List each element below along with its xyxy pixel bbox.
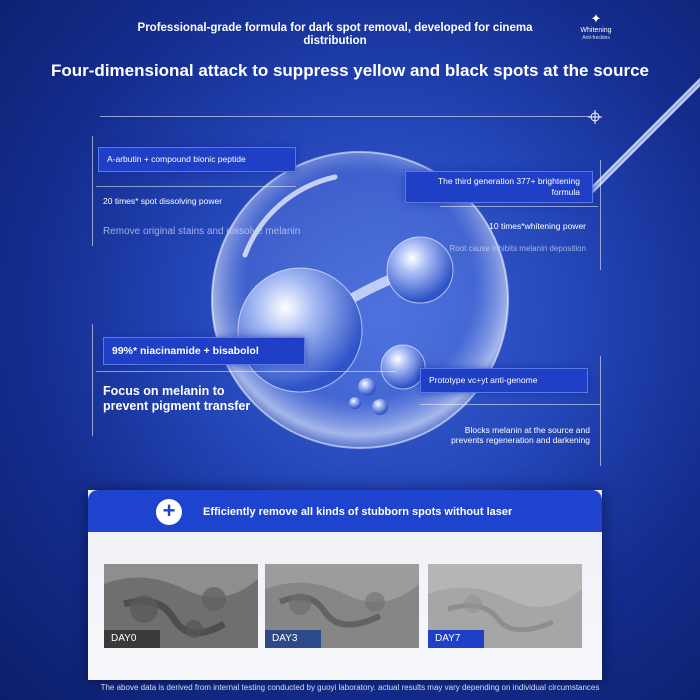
day-label: DAY3 — [265, 630, 321, 648]
page-headline: Four-dimensional attack to suppress yellow and black spots at the source — [51, 61, 649, 80]
prototype-desc: Blocks melanin at the source and prevents regeneration and darkening — [451, 425, 590, 445]
brand-name: Whitening — [580, 27, 612, 34]
brand-tagline: Anti-freckles — [582, 35, 610, 41]
prototype-line — [600, 356, 601, 466]
gen377-faint-text: Root cause inhibits melanin deposition — [449, 244, 586, 253]
niacinamide-tag: 99%* niacinamide + bisabolol — [103, 337, 305, 365]
prototype-tag: Prototype vc+yt anti-genome — [420, 368, 588, 393]
gen377-underline — [440, 206, 598, 207]
day7-skin-image — [428, 564, 582, 648]
day3-skin-image — [265, 564, 419, 648]
plus-circle-icon: + — [156, 499, 182, 525]
results-panel-title: Efficiently remove all kinds of stubborn spots without laser — [203, 506, 513, 518]
day-label: DAY7 — [428, 630, 484, 648]
disclaimer-text: The above data is derived from internal testing conducted by guoyi laboratory. actual results may vary depending on individual circumstances — [100, 683, 600, 692]
brand-logo — [566, 12, 626, 42]
arbutin-faint-text: Remove original stains and dissolve melanin — [103, 226, 301, 237]
header-subtitle: Professional-grade formula for dark spot removal, developed for cinema distribution — [137, 22, 533, 47]
arbutin-underline — [96, 186, 296, 187]
arbutin-line — [92, 136, 93, 246]
niacinamide-desc: Focus on melanin to prevent pigment transfer — [103, 384, 251, 413]
niacinamide-underline — [96, 371, 396, 372]
arbutin-tag: A-arbutin + compound bionic peptide — [98, 147, 296, 172]
gen377-tag: The third generation 377+ brightening formula — [405, 171, 593, 203]
gen377-desc: 10 times*whitening power — [489, 221, 586, 231]
header-divider — [100, 116, 590, 117]
day0-skin-image — [104, 564, 258, 648]
sparkle-icon: ✦ — [590, 11, 602, 26]
arbutin-desc: 20 times* spot dissolving power — [103, 196, 223, 206]
gen377-line — [600, 160, 601, 270]
day-label: DAY0 — [104, 630, 160, 648]
niacinamide-line — [92, 324, 93, 436]
prototype-underline — [420, 404, 600, 405]
